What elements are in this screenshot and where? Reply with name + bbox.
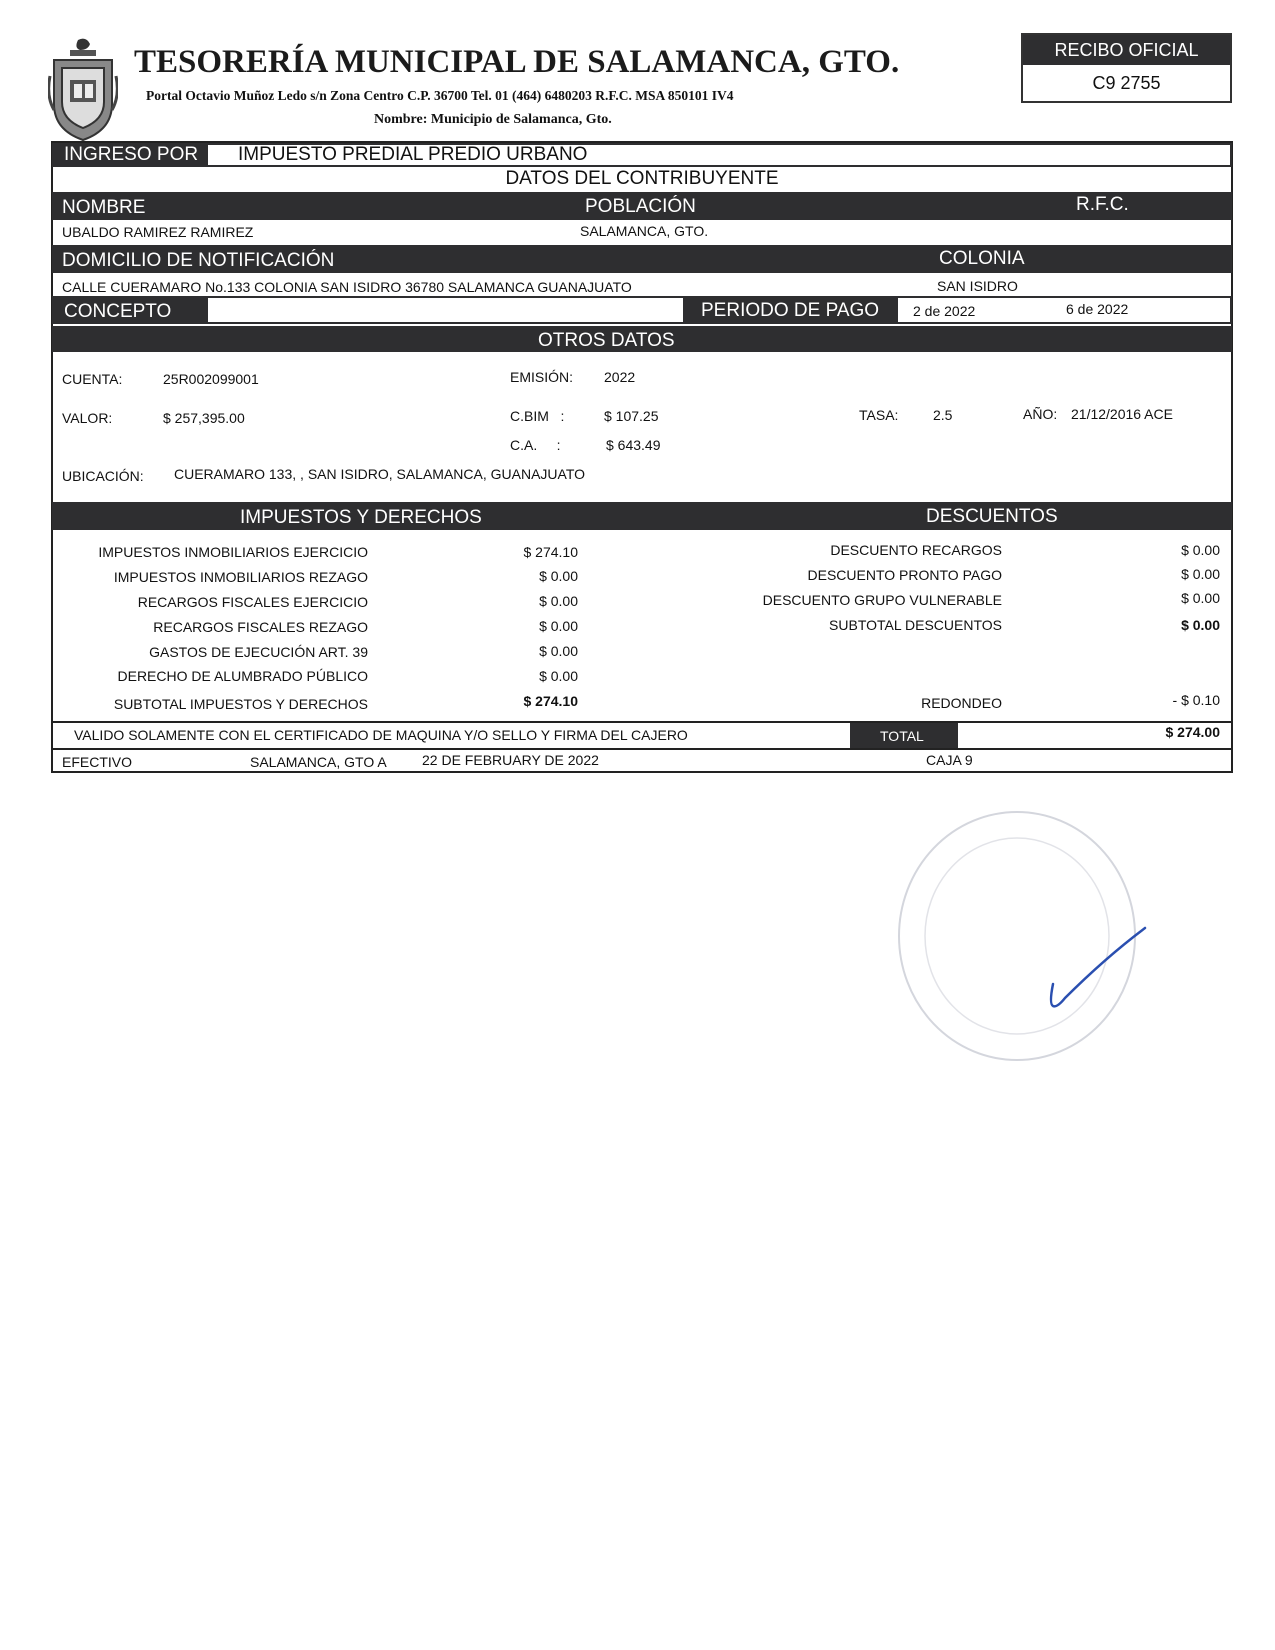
contribuyente-title: DATOS DEL CONTRIBUYENTE [505,168,779,189]
ingreso-label: INGRESO POR [64,144,199,165]
impuesto-item-amount: $ 0.00 [539,643,578,659]
nombre-value: UBALDO RAMIREZ RAMIREZ [62,224,254,240]
receipt-label: RECIBO OFICIAL [1023,35,1230,65]
total-label: TOTAL [880,728,924,744]
cbim-label: C.BIM : [510,408,565,424]
footer-separator [52,748,1232,750]
tasa-value: 2.5 [933,407,953,423]
colonia-value: SAN ISIDRO [937,278,1018,294]
valor-value: $ 257,395.00 [163,410,245,426]
poblacion-value: SALAMANCA, GTO. [580,223,709,239]
poblacion-label: POBLACIÓN [585,196,696,217]
impuestos-subtotal-amount: $ 274.10 [523,693,578,709]
impuesto-item-label: GASTOS DE EJECUCIÓN ART. 39 [149,644,368,660]
descuento-item-label: DESCUENTO RECARGOS [830,542,1002,558]
impuesto-item-amount: $ 0.00 [539,593,578,609]
otros-datos-title: OTROS DATOS [538,330,675,351]
validity-separator [52,721,1232,723]
ubicacion-label: UBICACIÓN: [62,468,144,484]
descuento-item-label: DESCUENTO PRONTO PAGO [807,567,1002,583]
redondeo-label: REDONDEO [921,695,1002,711]
payment-method: EFECTIVO [62,754,133,770]
receipt-box [1021,33,1232,103]
concepto-label: CONCEPTO [64,301,172,322]
ca-value: $ 643.49 [606,437,661,453]
municipal-coat-of-arms [48,36,118,144]
valor-label: VALOR: [62,410,113,426]
signature-check [1040,922,1160,1012]
treasury-entity-name: Nombre: Municipio de Salamanca, Gto. [374,112,612,127]
emision-label: EMISIÓN: [510,369,574,385]
nombre-label: NOMBRE [62,197,146,218]
anio-label: AÑO: [1023,406,1058,422]
impuestos-title: IMPUESTOS Y DERECHOS [240,507,482,528]
periodo-desde: 2 de 2022 [913,303,976,319]
cashier-box: CAJA 9 [926,752,973,768]
validity-note: VALIDO SOLAMENTE CON EL CERTIFICADO DE MAQUINA Y/O SELLO Y FIRMA DEL CAJERO [74,727,688,743]
cuenta-value: 25R002099001 [163,371,259,387]
receipt-number: C9 2755 [1092,73,1161,93]
descuentos-subtotal-label: SUBTOTAL DESCUENTOS [829,617,1002,633]
treasury-address: Portal Octavio Muñoz Ledo s/n Zona Centro C.P. 36700 Tel. 01 (464) 6480203 R.F.C. MSA 850101 IV4 [146,88,734,103]
impuesto-item-amount: $ 0.00 [539,668,578,684]
cuenta-label: CUENTA: [62,371,123,387]
cbim-value: $ 107.25 [604,408,659,424]
domicilio-label: DOMICILIO DE NOTIFICACIÓN [62,250,335,271]
impuesto-item-amount: $ 274.10 [523,544,578,560]
periodo-hasta: 6 de 2022 [1066,301,1129,317]
total-amount: $ 274.00 [1165,724,1220,740]
impuesto-item-amount: $ 0.00 [539,568,578,584]
anio-value: 21/12/2016 ACE [1071,406,1173,422]
periodo-label: PERIODO DE PAGO [701,300,880,321]
emision-value: 2022 [604,369,636,385]
colonia-label: COLONIA [939,248,1025,269]
ca-label: C.A. : [510,437,561,453]
impuesto-item-label: IMPUESTOS INMOBILIARIOS REZAGO [113,569,368,585]
payment-place: SALAMANCA, GTO A [250,754,387,770]
domicilio-value: CALLE CUERAMARO No.133 COLONIA SAN ISIDRO 36780 SALAMANCA GUANAJUATO [62,279,632,295]
descuento-item-amount: $ 0.00 [1181,590,1220,606]
rfc-label: R.F.C. [1076,194,1129,215]
treasury-title: TESORERÍA MUNICIPAL DE SALAMANCA, GTO. [134,44,900,80]
impuesto-item-label: RECARGOS FISCALES REZAGO [153,619,368,635]
descuento-item-amount: $ 0.00 [1181,542,1220,558]
descuento-item-amount: $ 0.00 [1181,566,1220,582]
impuesto-item-label: DERECHO DE ALUMBRADO PÚBLICO [117,668,368,684]
descuentos-subtotal-amount: $ 0.00 [1181,617,1220,633]
redondeo-amount: - $ 0.10 [1172,692,1220,708]
descuento-item-label: DESCUENTO GRUPO VULNERABLE [762,592,1002,608]
tasa-label: TASA: [859,407,899,423]
concepto-field [208,298,683,322]
impuesto-item-label: RECARGOS FISCALES EJERCICIO [137,594,368,610]
impuestos-subtotal-label: SUBTOTAL IMPUESTOS Y DERECHOS [113,696,368,712]
ingreso-value: IMPUESTO PREDIAL PREDIO URBANO [238,144,588,165]
impuesto-item-label: IMPUESTOS INMOBILIARIOS EJERCICIO [98,544,368,560]
payment-date: 22 DE FEBRUARY DE 2022 [422,752,599,768]
descuentos-title: DESCUENTOS [926,506,1058,527]
ubicacion-value: CUERAMARO 133, , SAN ISIDRO, SALAMANCA, GUANAJUATO [174,466,586,482]
impuesto-item-amount: $ 0.00 [539,618,578,634]
